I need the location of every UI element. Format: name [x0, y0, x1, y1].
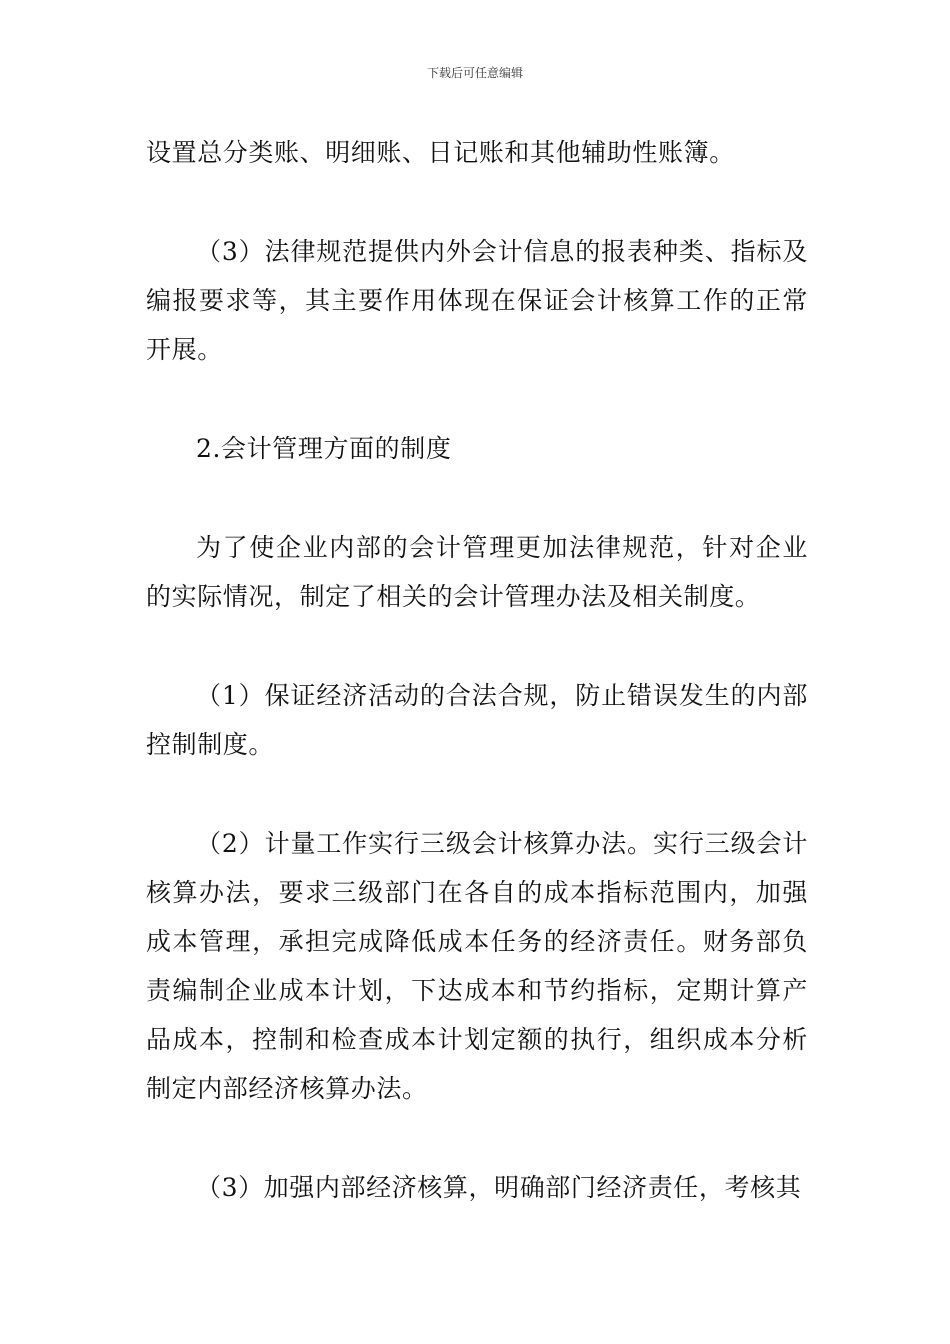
paragraph-2: （3）法律规范提供内外会计信息的报表种类、指标及编报要求等，其主要作用体现在保证会计核算工作的正常开展。 — [146, 237, 808, 364]
paragraph-5: （2）计量工作实行三级会计核算办法。实行三级会计核算办法，要求三级部门在各自的成本指标范围内，加强成本管理，承担完成降低成本任务的经济责任。财务部负责编制企业成本计划，下达成本和节约指标，定期计算产品成本，控制和检查成本计划定额的执行，组织成本分析制定内部经济核算办法。 — [146, 829, 808, 1103]
paragraph-6: （3）加强内部经济核算，明确部门经济责任，考核其 — [196, 1173, 802, 1202]
page-header: 下载后可任意编辑 — [426, 66, 523, 80]
section-heading: 2.会计管理方面的制度 — [196, 434, 452, 463]
paragraph-4: （1）保证经济活动的合法合规，防止错误发生的内部控制制度。 — [146, 681, 808, 759]
paragraph-1: 设置总分类账、明细账、日记账和其他辅助性账簿。 — [146, 138, 735, 167]
document-body — [146, 128, 808, 1262]
paragraph-3: 为了使企业内部的会计管理更加法律规范，针对企业的实际情况，制定了相关的会计管理办法及相关制度。 — [146, 533, 808, 611]
